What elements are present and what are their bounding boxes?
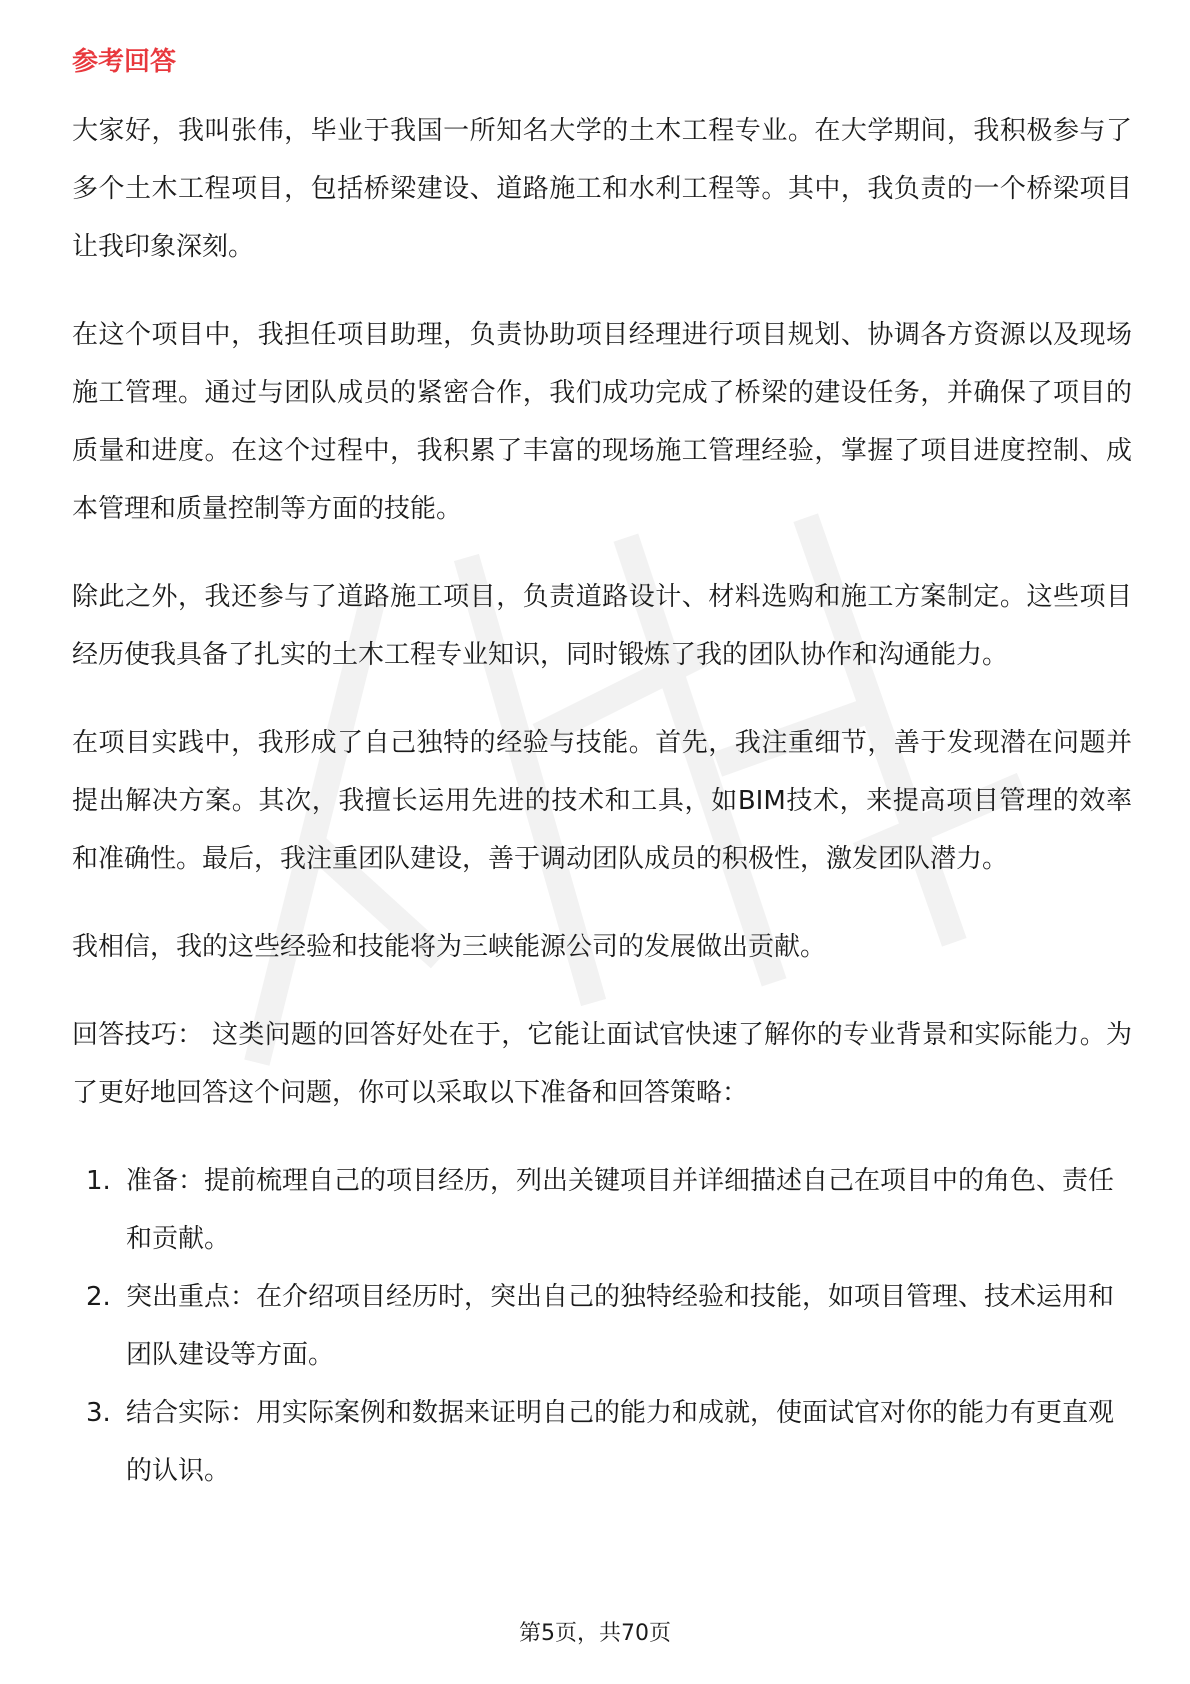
list-number: 1. bbox=[86, 1166, 111, 1197]
paragraph-intro: 大家好，我叫张伟，毕业于我国一所知名大学的土木工程专业。在大学期间，我积极参与了多个土木工程项目，包括桥梁建设、道路施工和水利工程等。其中，我负责的一个桥梁项目让我印象深刻。 bbox=[72, 116, 1132, 263]
list-number: 3. bbox=[86, 1398, 111, 1429]
paragraph-conclusion: 我相信，我的这些经验和技能将为三峡能源公司的发展做出贡献。 bbox=[72, 932, 827, 963]
list-text: 突出重点：在介绍项目经历时，突出自己的独特经验和技能，如项目管理、技术运用和团队建设等方面。 bbox=[126, 1282, 1115, 1371]
paragraph-skills: 在项目实践中，我形成了自己独特的经验与技能。首先，我注重细节，善于发现潜在问题并提出解决方案。其次，我擅长运用先进的技术和工具，如BIM技术，来提高项目管理的效率和准确性。最后，我注重团队建设，善于调动团队成员的积极性，激发团队潜力。 bbox=[72, 728, 1132, 875]
list-text: 结合实际：用实际案例和数据来证明自己的能力和成就，使面试官对你的能力有更直观的认识。 bbox=[126, 1398, 1115, 1487]
page-number: 第5页，共70页 bbox=[519, 1621, 671, 1646]
list-item bbox=[72, 1268, 1132, 1384]
document-page bbox=[72, 44, 1132, 1500]
list-item bbox=[72, 1384, 1132, 1500]
paragraph-road-project: 除此之外，我还参与了道路施工项目，负责道路设计、材料选购和施工方案制定。这些项目经历使我具备了扎实的土木工程专业知识，同时锻炼了我的团队协作和沟通能力。 bbox=[72, 582, 1132, 671]
section-heading: 参考回答 bbox=[72, 47, 177, 77]
tips-list bbox=[72, 1152, 1132, 1500]
list-text: 准备：提前梳理自己的项目经历，列出关键项目并详细描述自己在项目中的角色、责任和贡献。 bbox=[126, 1166, 1115, 1255]
list-number: 2. bbox=[86, 1282, 111, 1313]
paragraph-project-role: 在这个项目中，我担任项目助理，负责协助项目经理进行项目规划、协调各方资源以及现场施工管理。通过与团队成员的紧密合作，我们成功完成了桥梁的建设任务，并确保了项目的质量和进度。在这个过程中，我积累了丰富的现场施工管理经验，掌握了项目进度控制、成本管理和质量控制等方面的技能。 bbox=[72, 320, 1132, 525]
paragraph-answer-tips: 回答技巧： 这类问题的回答好处在于，它能让面试官快速了解你的专业背景和实际能力。为了更好地回答这个问题，你可以采取以下准备和回答策略： bbox=[72, 1020, 1132, 1109]
list-item bbox=[72, 1152, 1132, 1268]
